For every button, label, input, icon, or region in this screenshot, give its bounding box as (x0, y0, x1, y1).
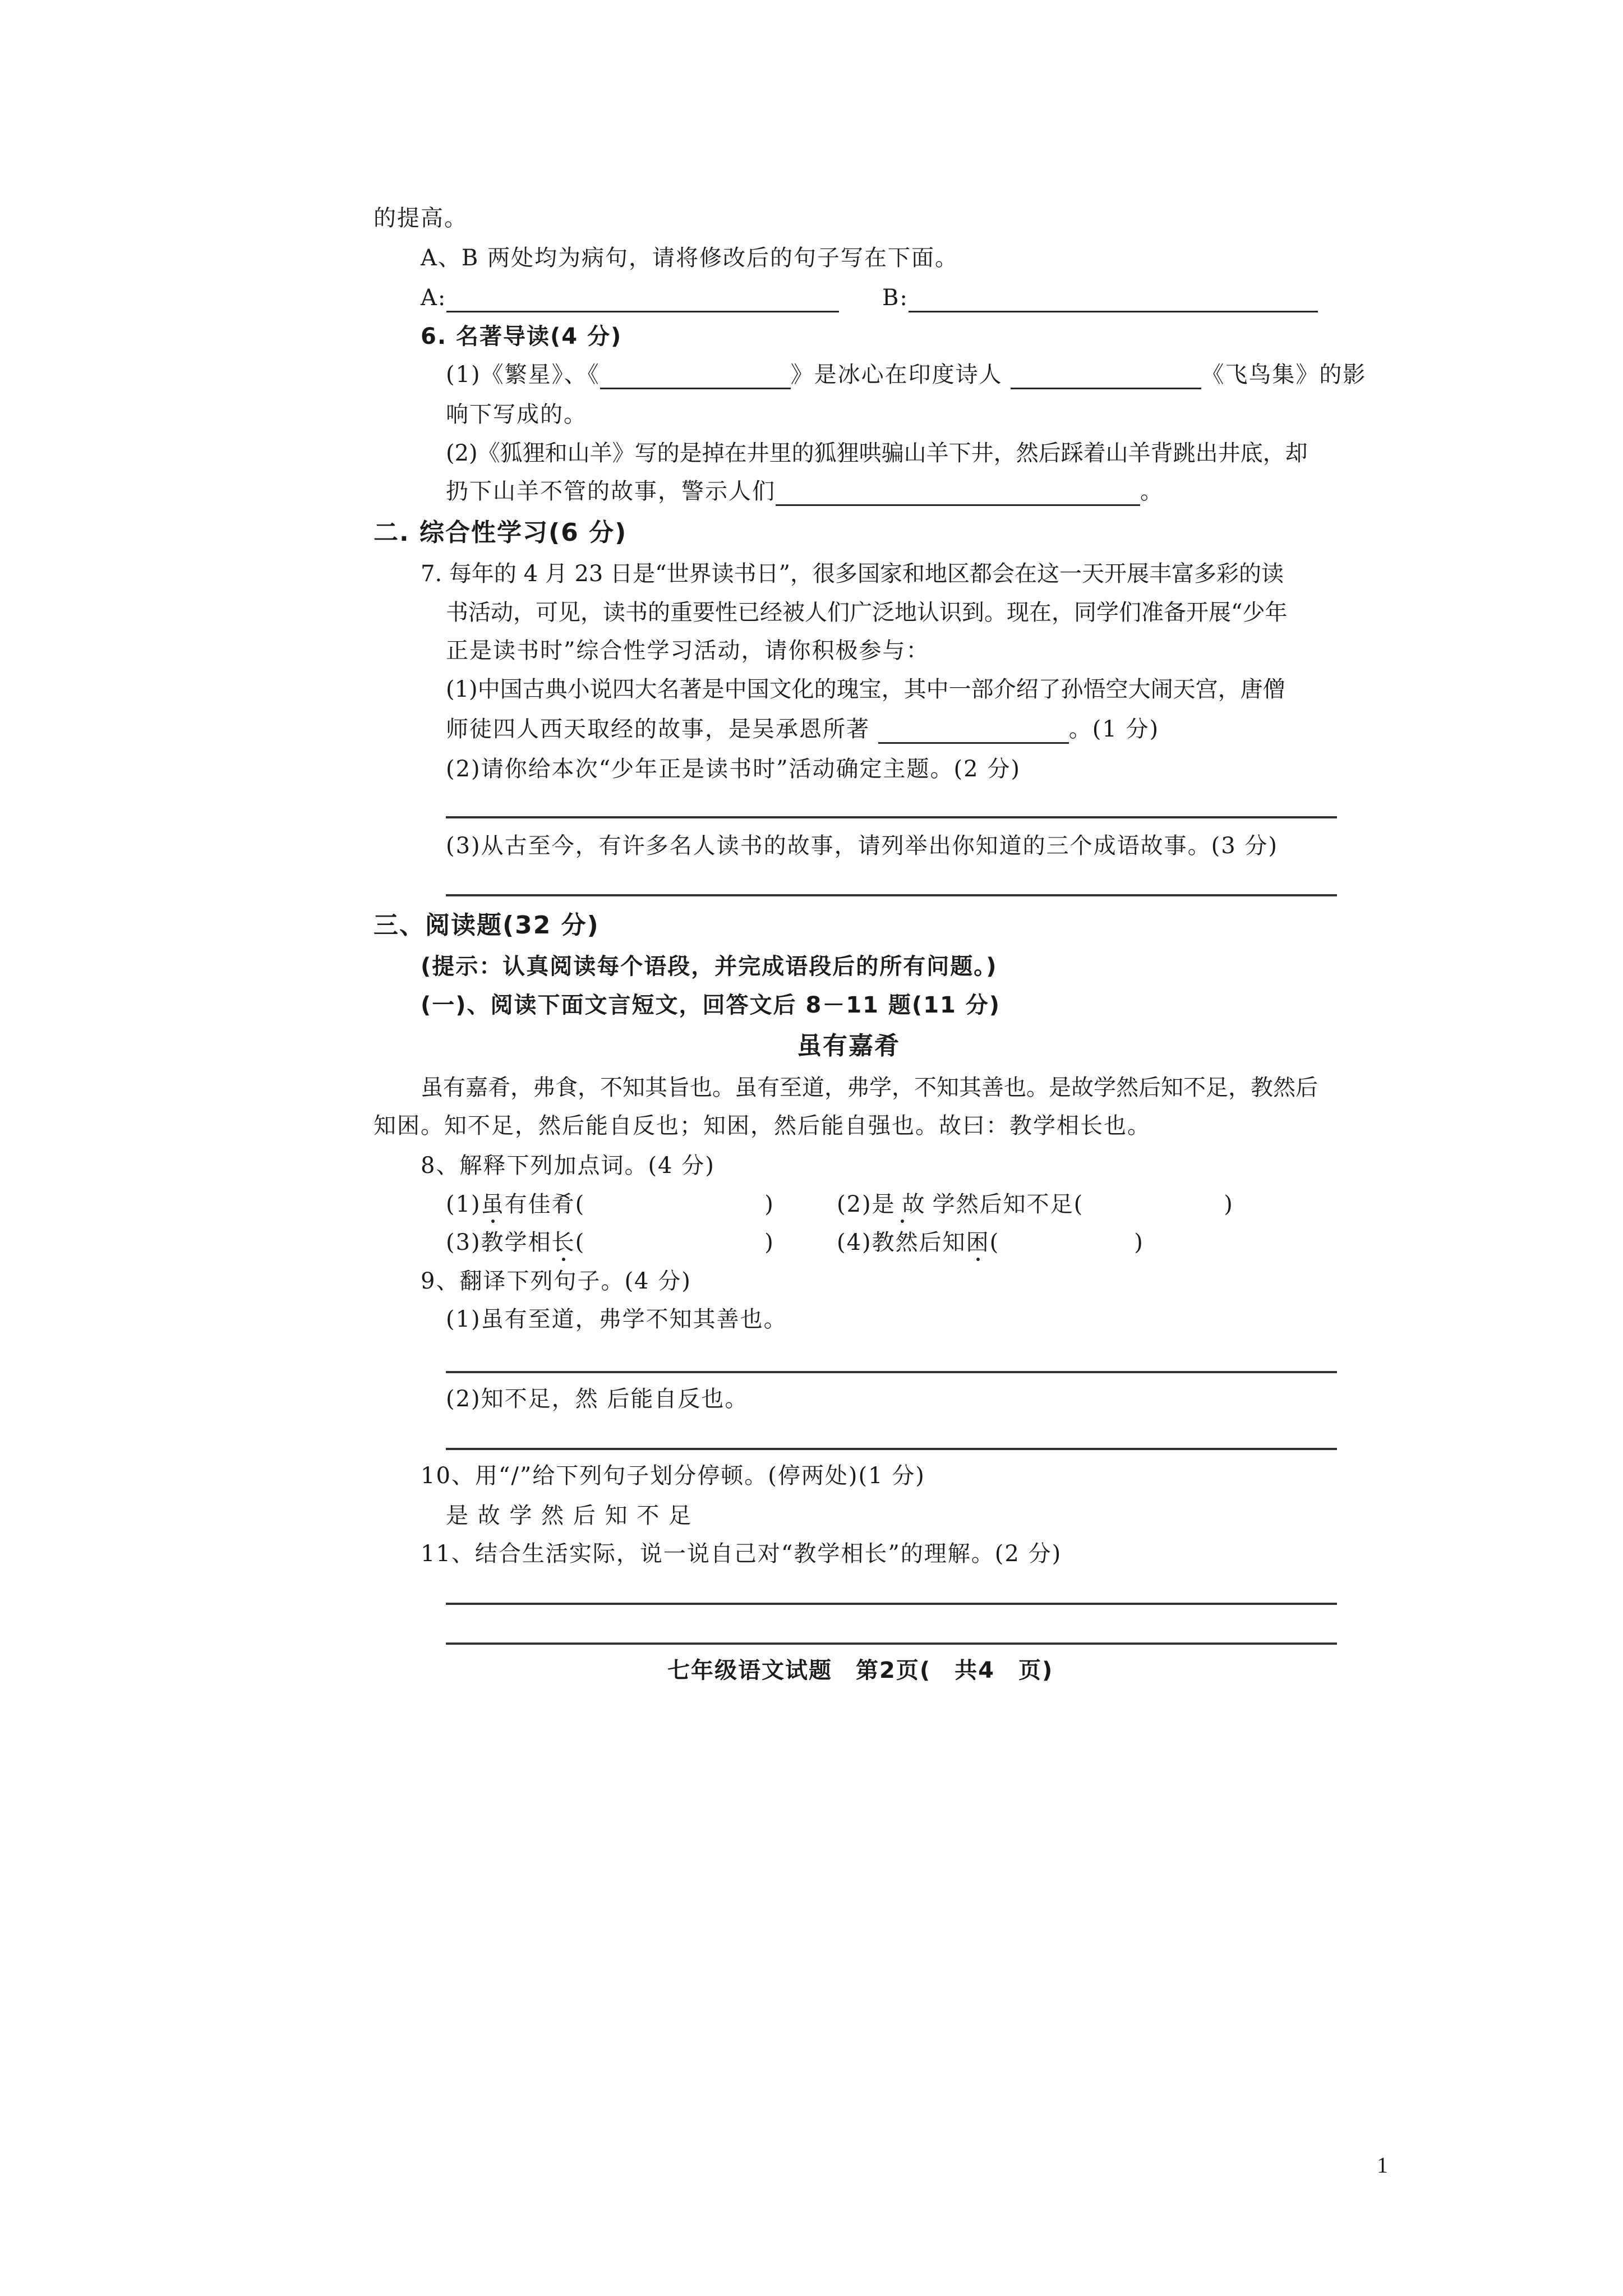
q5-instruction: A、B 两处均为病句，请将修改后的句子写在下面。 (421, 245, 958, 271)
dotted-word: 是故 (872, 1191, 933, 1217)
num: (4) (837, 1230, 872, 1255)
part1-title: (一)、阅读下面文言短文，回答文后 8－11 题(11 分) (421, 992, 1001, 1018)
blank-book[interactable] (600, 365, 791, 389)
q9-2: (2)知不足，然 后能自反也。 (446, 1386, 749, 1412)
q10-title: 10、用“/”给下列句子划分停顿。(停两处)(1 分) (421, 1463, 925, 1489)
num: (2) (837, 1191, 872, 1217)
q8-item-4 (837, 1228, 1144, 1257)
q5-answer-a (421, 283, 839, 312)
q6-1-b: 》是冰心在印度诗人 (790, 362, 1011, 388)
blank-warning[interactable] (776, 482, 1140, 506)
dotted-word: 困 (966, 1230, 990, 1255)
q7-1-text: 师徒四人西天取经的故事，是吴承恩所著 (446, 716, 878, 742)
reading-hint: (提示：认真阅读每个语段，并完成语段后的所有问题。) (421, 954, 998, 979)
label-b: B: (882, 285, 909, 311)
q8-item-1 (446, 1190, 774, 1219)
dotted-word: 虽 (481, 1191, 505, 1217)
q7-1-line1: (1)中国古典小说四大名著是中国文化的瑰宝，其中一部介绍了孙悟空大闹天宫，唐僧 (446, 677, 1285, 702)
q6-1-cont: 响下写成的。 (446, 402, 587, 427)
q5-answer-b (882, 283, 1318, 312)
blank-poet[interactable] (1011, 365, 1201, 389)
q7-line2: 书活动，可见，读书的重要性已经被人们广泛地认识到。现在，同学们准备开展“少年 (446, 600, 1288, 625)
section2-title: 二. 综合性学习(6 分) (374, 518, 628, 547)
page-number: 1 (1377, 2152, 1389, 2178)
q9-1: (1)虽有至道，弗学不知其善也。 (446, 1306, 787, 1332)
q8-title: 8、解释下列加点词。(4 分) (421, 1153, 715, 1179)
answer-line[interactable] (446, 816, 1337, 818)
q7-3: (3)从古至今，有许多名人读书的故事，请列举出你知道的三个成语故事。(3 分) (446, 833, 1279, 859)
q8-item-2 (837, 1190, 1234, 1219)
q6-2-cont (446, 477, 1164, 506)
close: ) (764, 1191, 774, 1217)
text: ( (575, 1230, 585, 1255)
q7-1-score: 。(1 分) (1068, 716, 1160, 742)
answer-line[interactable] (446, 1603, 1337, 1605)
passage-title: 虽有嘉肴 (797, 1032, 900, 1060)
q6-title: 6. 名著导读(4 分) (421, 324, 623, 349)
blank-a[interactable] (446, 288, 839, 312)
answer-line[interactable] (446, 1642, 1337, 1645)
answer-line[interactable] (446, 1448, 1337, 1450)
page-footer: 七年级语文试题 第2页( 共4 页) (667, 1658, 1054, 1683)
q6-1-c: 《飞鸟集》的影 (1201, 362, 1367, 388)
text: 学然后知不足( (932, 1191, 1084, 1217)
q6-2: (2)《狐狸和山羊》写的是掉在井里的狐狸哄骗山羊下井，然后踩着山羊背跳出井底，却 (446, 440, 1308, 466)
passage-line1: 虽有嘉肴，弗食，不知其旨也。虽有至道，弗学，不知其善也。是故学然后知不足，教然后 (421, 1075, 1318, 1101)
section3-title: 三、阅读题(32 分) (374, 911, 600, 940)
answer-line[interactable] (446, 894, 1337, 896)
q7-line3: 正是读书时”综合性学习活动，请你积极参与： (446, 638, 930, 664)
q10-sentence: 是 故 学 然 后 知 不 足 (446, 1503, 693, 1529)
text: 教学相 (481, 1230, 552, 1255)
q9-title: 9、翻译下列句子。(4 分) (421, 1268, 691, 1294)
label-a: A: (421, 285, 447, 311)
num: (3) (446, 1230, 481, 1255)
period: 。 (1140, 478, 1164, 504)
q11-title: 11、结合生活实际，说一说自己对“教学相长”的理解。(2 分) (421, 1541, 1062, 1567)
q5-continuation: 的提高。 (374, 205, 468, 231)
q7-2: (2)请你给本次“少年正是读书时”活动确定主题。(2 分) (446, 756, 1021, 782)
close: ) (764, 1230, 774, 1255)
text: ( (989, 1230, 1000, 1255)
text: 教然后知 (872, 1230, 966, 1255)
q6-1 (446, 360, 1366, 389)
text: 有佳肴( (504, 1191, 585, 1217)
q8-item-3 (446, 1228, 774, 1257)
answer-line[interactable] (446, 1371, 1337, 1373)
passage-line2: 知困。知不足，然后能自反也；知困，然后能自强也。故曰：教学相长也。 (374, 1113, 1151, 1139)
close: ) (1224, 1191, 1234, 1217)
blank-novel[interactable] (878, 720, 1069, 744)
blank-b[interactable] (909, 288, 1318, 312)
dotted-word: 长 (551, 1230, 575, 1255)
q7-1-line2 (446, 715, 1159, 744)
q7-line1: 7. 每年的 4 月 23 日是“世界读书日”，很多国家和地区都会在这一天开展丰富多彩的读 (421, 561, 1284, 587)
q6-1-a: (1)《繁星》、《 (446, 362, 600, 388)
close: ) (1134, 1230, 1144, 1255)
num: (1) (446, 1191, 481, 1217)
q6-2-b: 扔下山羊不管的故事，警示人们 (446, 478, 776, 504)
